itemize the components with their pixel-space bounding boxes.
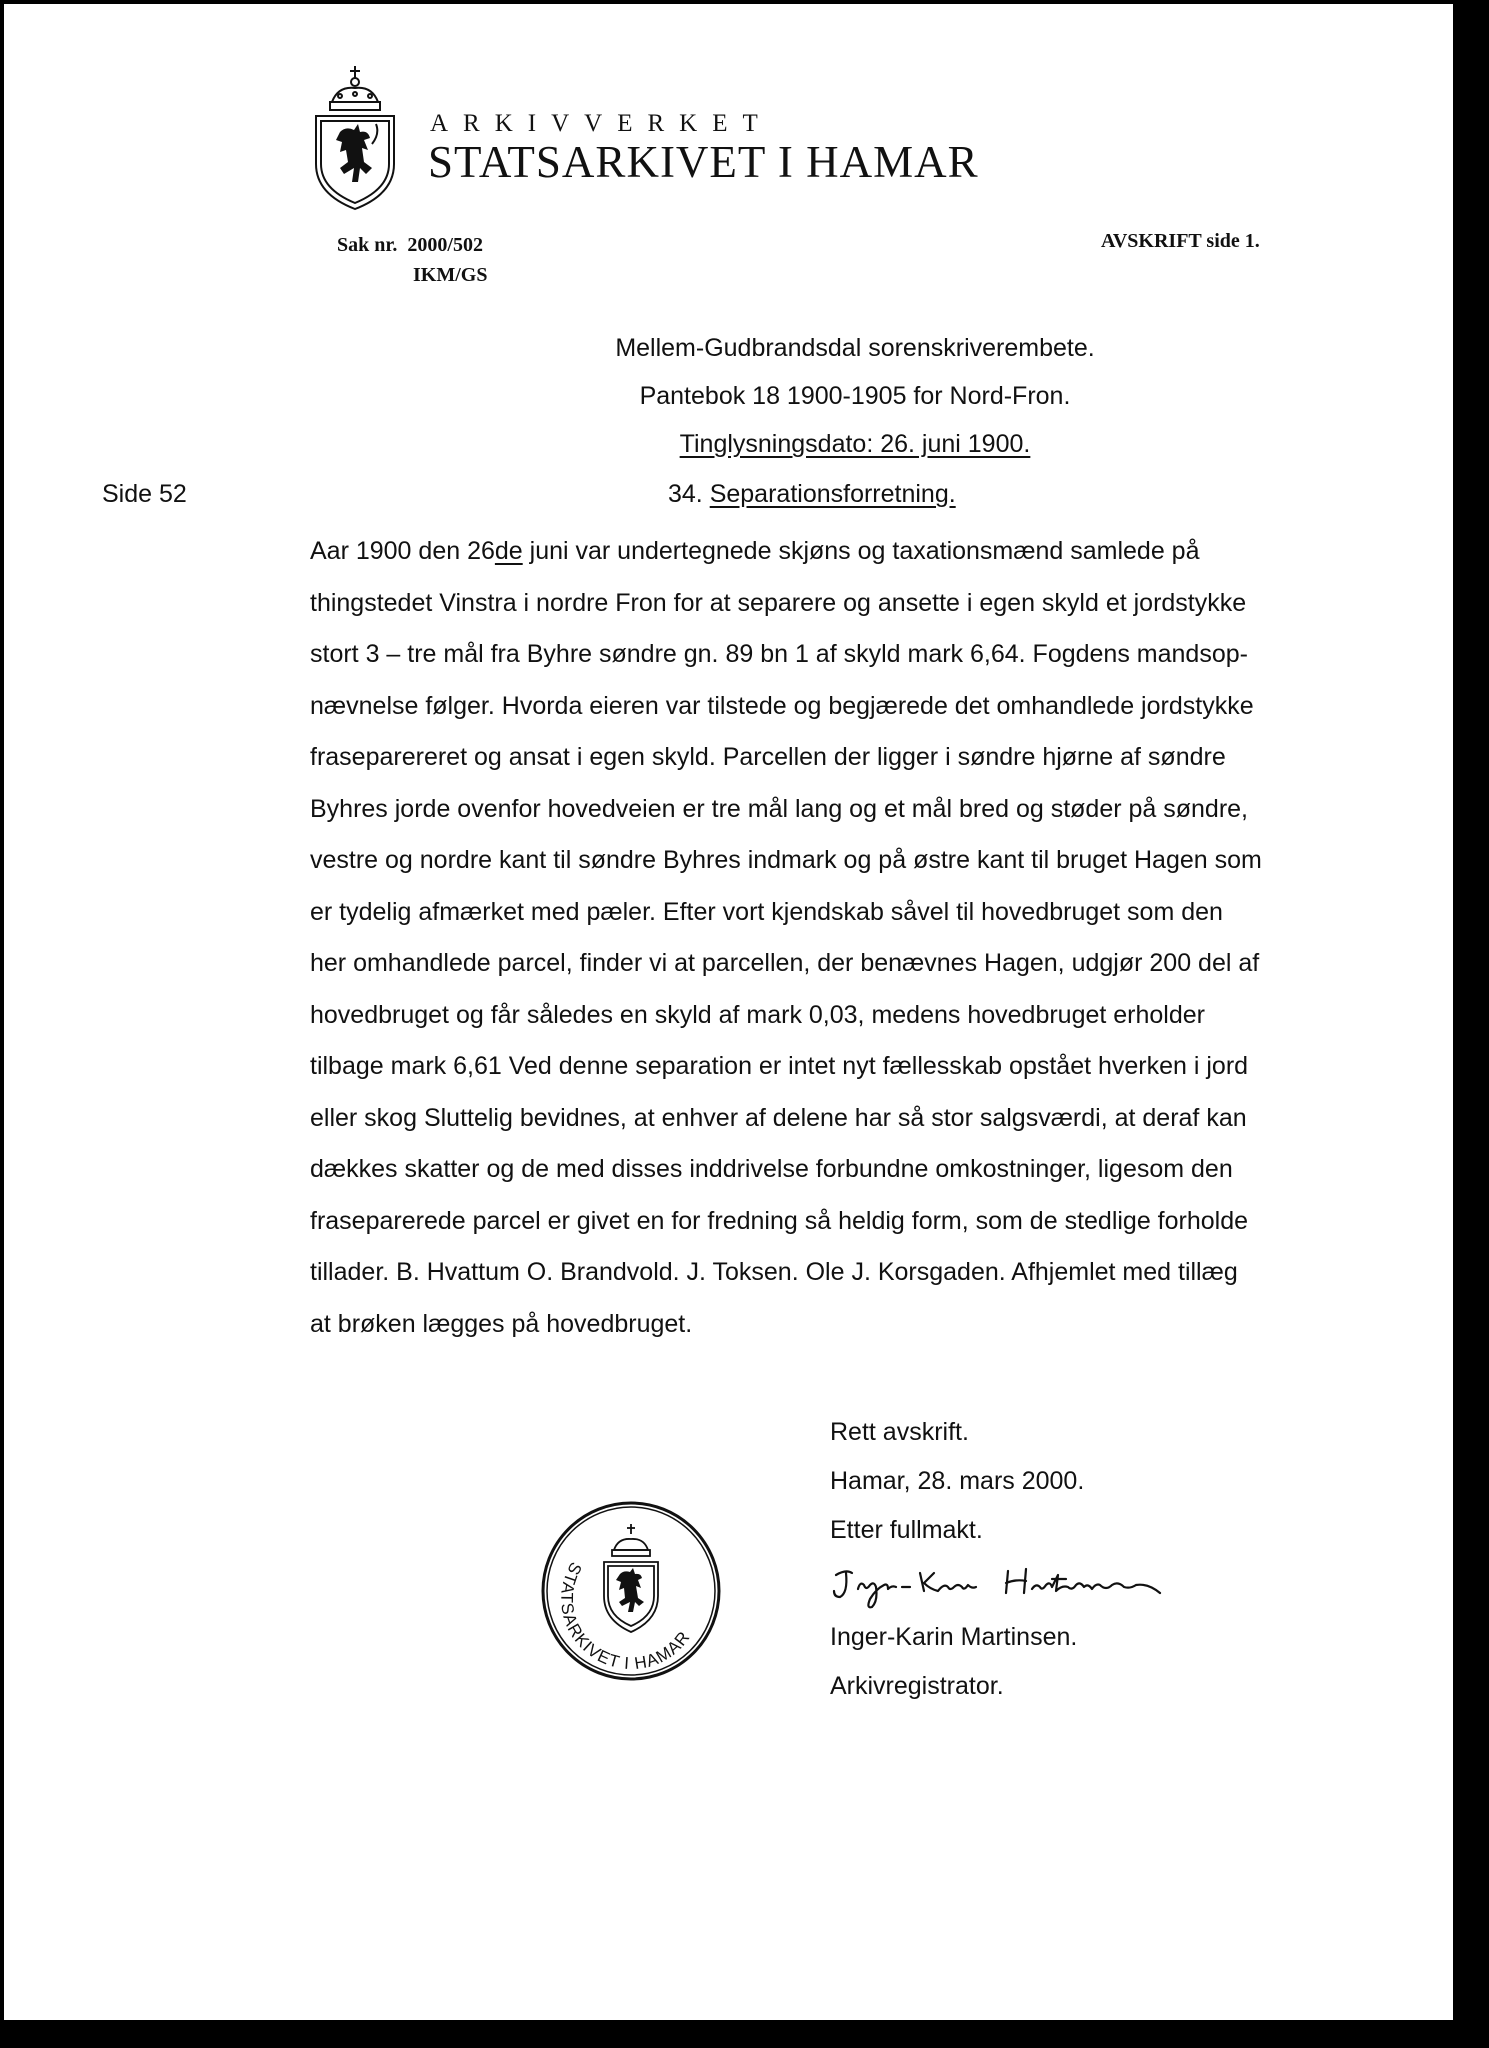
case-number: 2000/502 [407, 234, 483, 256]
authority-line: Etter fullmakt. [830, 1516, 983, 1544]
body-line: nævnelse følger. Hvorda eieren var tilstede og begjærede det omhandlede jordstykke [310, 691, 1254, 720]
body-line: tilbage mark 6,61 Ved denne separation er intet nyt fællesskab opstået hverken i jord [310, 1052, 1249, 1080]
body-line: dækkes skatter og de med disses inddrivelse forbundne omkostninger, ligesom den [310, 1155, 1233, 1183]
mortgage-book: Pantebok 18 1900-1905 for Nord-Fron. [639, 382, 1071, 410]
body-text: juni var undertegnede skjøns og taxationsmænd samlede på [522, 537, 1200, 565]
body-text: Aar 1900 den 26 [310, 537, 495, 565]
handwritten-signature [830, 1555, 1250, 1613]
entry-heading [668, 480, 956, 509]
side-reference: Side 52 [102, 480, 187, 508]
body-line: fraseparereret og ansat i egen skyld. Parcellen der ligger i søndre hjørne af søndre [310, 743, 1226, 771]
certification-line: Rett avskrift. [830, 1418, 969, 1446]
body-line [310, 526, 1370, 578]
scan-border-top [0, 0, 1489, 4]
case-number-label: Sak nr. [337, 234, 398, 256]
transcript-page-label: AVSKRIFT side 1. [1101, 230, 1260, 252]
svg-text:STATSARKIVET I HAMAR: STATSARKIVET I HAMAR [557, 1559, 694, 1674]
signatory-title: Arkivregistrator. [830, 1672, 1004, 1700]
document-body [310, 526, 1370, 1350]
org-subtitle: ARKIVVERKET [430, 110, 773, 137]
body-line: tillader. B. Hvattum O. Brandvold. J. Toksen. Ole J. Korsgaden. Afhjemlet med tillæg [310, 1258, 1238, 1286]
body-line: stort 3 – tre mål fra Byhre søndre gn. 89 bn 1 af skyld mark 6,64. Fogdens mandsop- [310, 640, 1248, 668]
entry-title: Separationsforretning. [709, 480, 956, 508]
body-line: hovedbruget og får således en skyld af mark 0,03, medens hovedbruget erholder [310, 1000, 1205, 1029]
body-line: thingstedet Vinstra i nordre Fron for at separere og ansette i egen skyld et jordstykke [310, 588, 1247, 617]
body-line: vestre og nordre kant til søndre Byhres indmark og på østre kant til bruget Hagen som [310, 846, 1262, 874]
document-header [310, 324, 1370, 468]
place-date: Hamar, 28. mars 2000. [830, 1467, 1085, 1495]
scan-border-right [1453, 0, 1489, 2048]
case-initials: IKM/GS [413, 264, 488, 286]
body-line: Byhres jorde ovenfor hovedveien er tre mål lang og et mål bred og støder på søndre, [310, 794, 1249, 823]
body-line: at brøken lægges på hovedbruget. [310, 1309, 693, 1338]
archive-stamp [538, 1498, 724, 1684]
org-title: STATSARKIVET I HAMAR [428, 137, 979, 187]
scan-border-left [0, 0, 4, 2048]
scan-border-bottom [0, 2020, 1489, 2048]
entry-number: 34. [668, 480, 710, 508]
body-line: fraseparerede parcel er givet en for fredning så heldig form, som de stedlige forholde [310, 1206, 1249, 1235]
body-text-underlined: de [494, 537, 523, 565]
registration-date: Tinglysningsdato: 26. juni 1900. [679, 430, 1031, 458]
body-line: eller skog Sluttelig bevidnes, at enhver af delene har så stor salgsværdi, at deraf kan [310, 1103, 1247, 1132]
certification-block [830, 1408, 1250, 1711]
coat-of-arms-icon [310, 64, 400, 212]
case-reference [337, 230, 487, 290]
court-name: Mellem-Gudbrandsdal sorenskriverembete. [615, 334, 1095, 362]
body-line: her omhandlede parcel, finder vi at parcellen, der benævnes Hagen, udgjør 200 del af [310, 949, 1260, 977]
body-line: er tydelig afmærket med pæler. Efter vort kjendskab såvel til hovedbruget som den [310, 897, 1223, 926]
signatory-name: Inger-Karin Martinsen. [830, 1623, 1078, 1651]
